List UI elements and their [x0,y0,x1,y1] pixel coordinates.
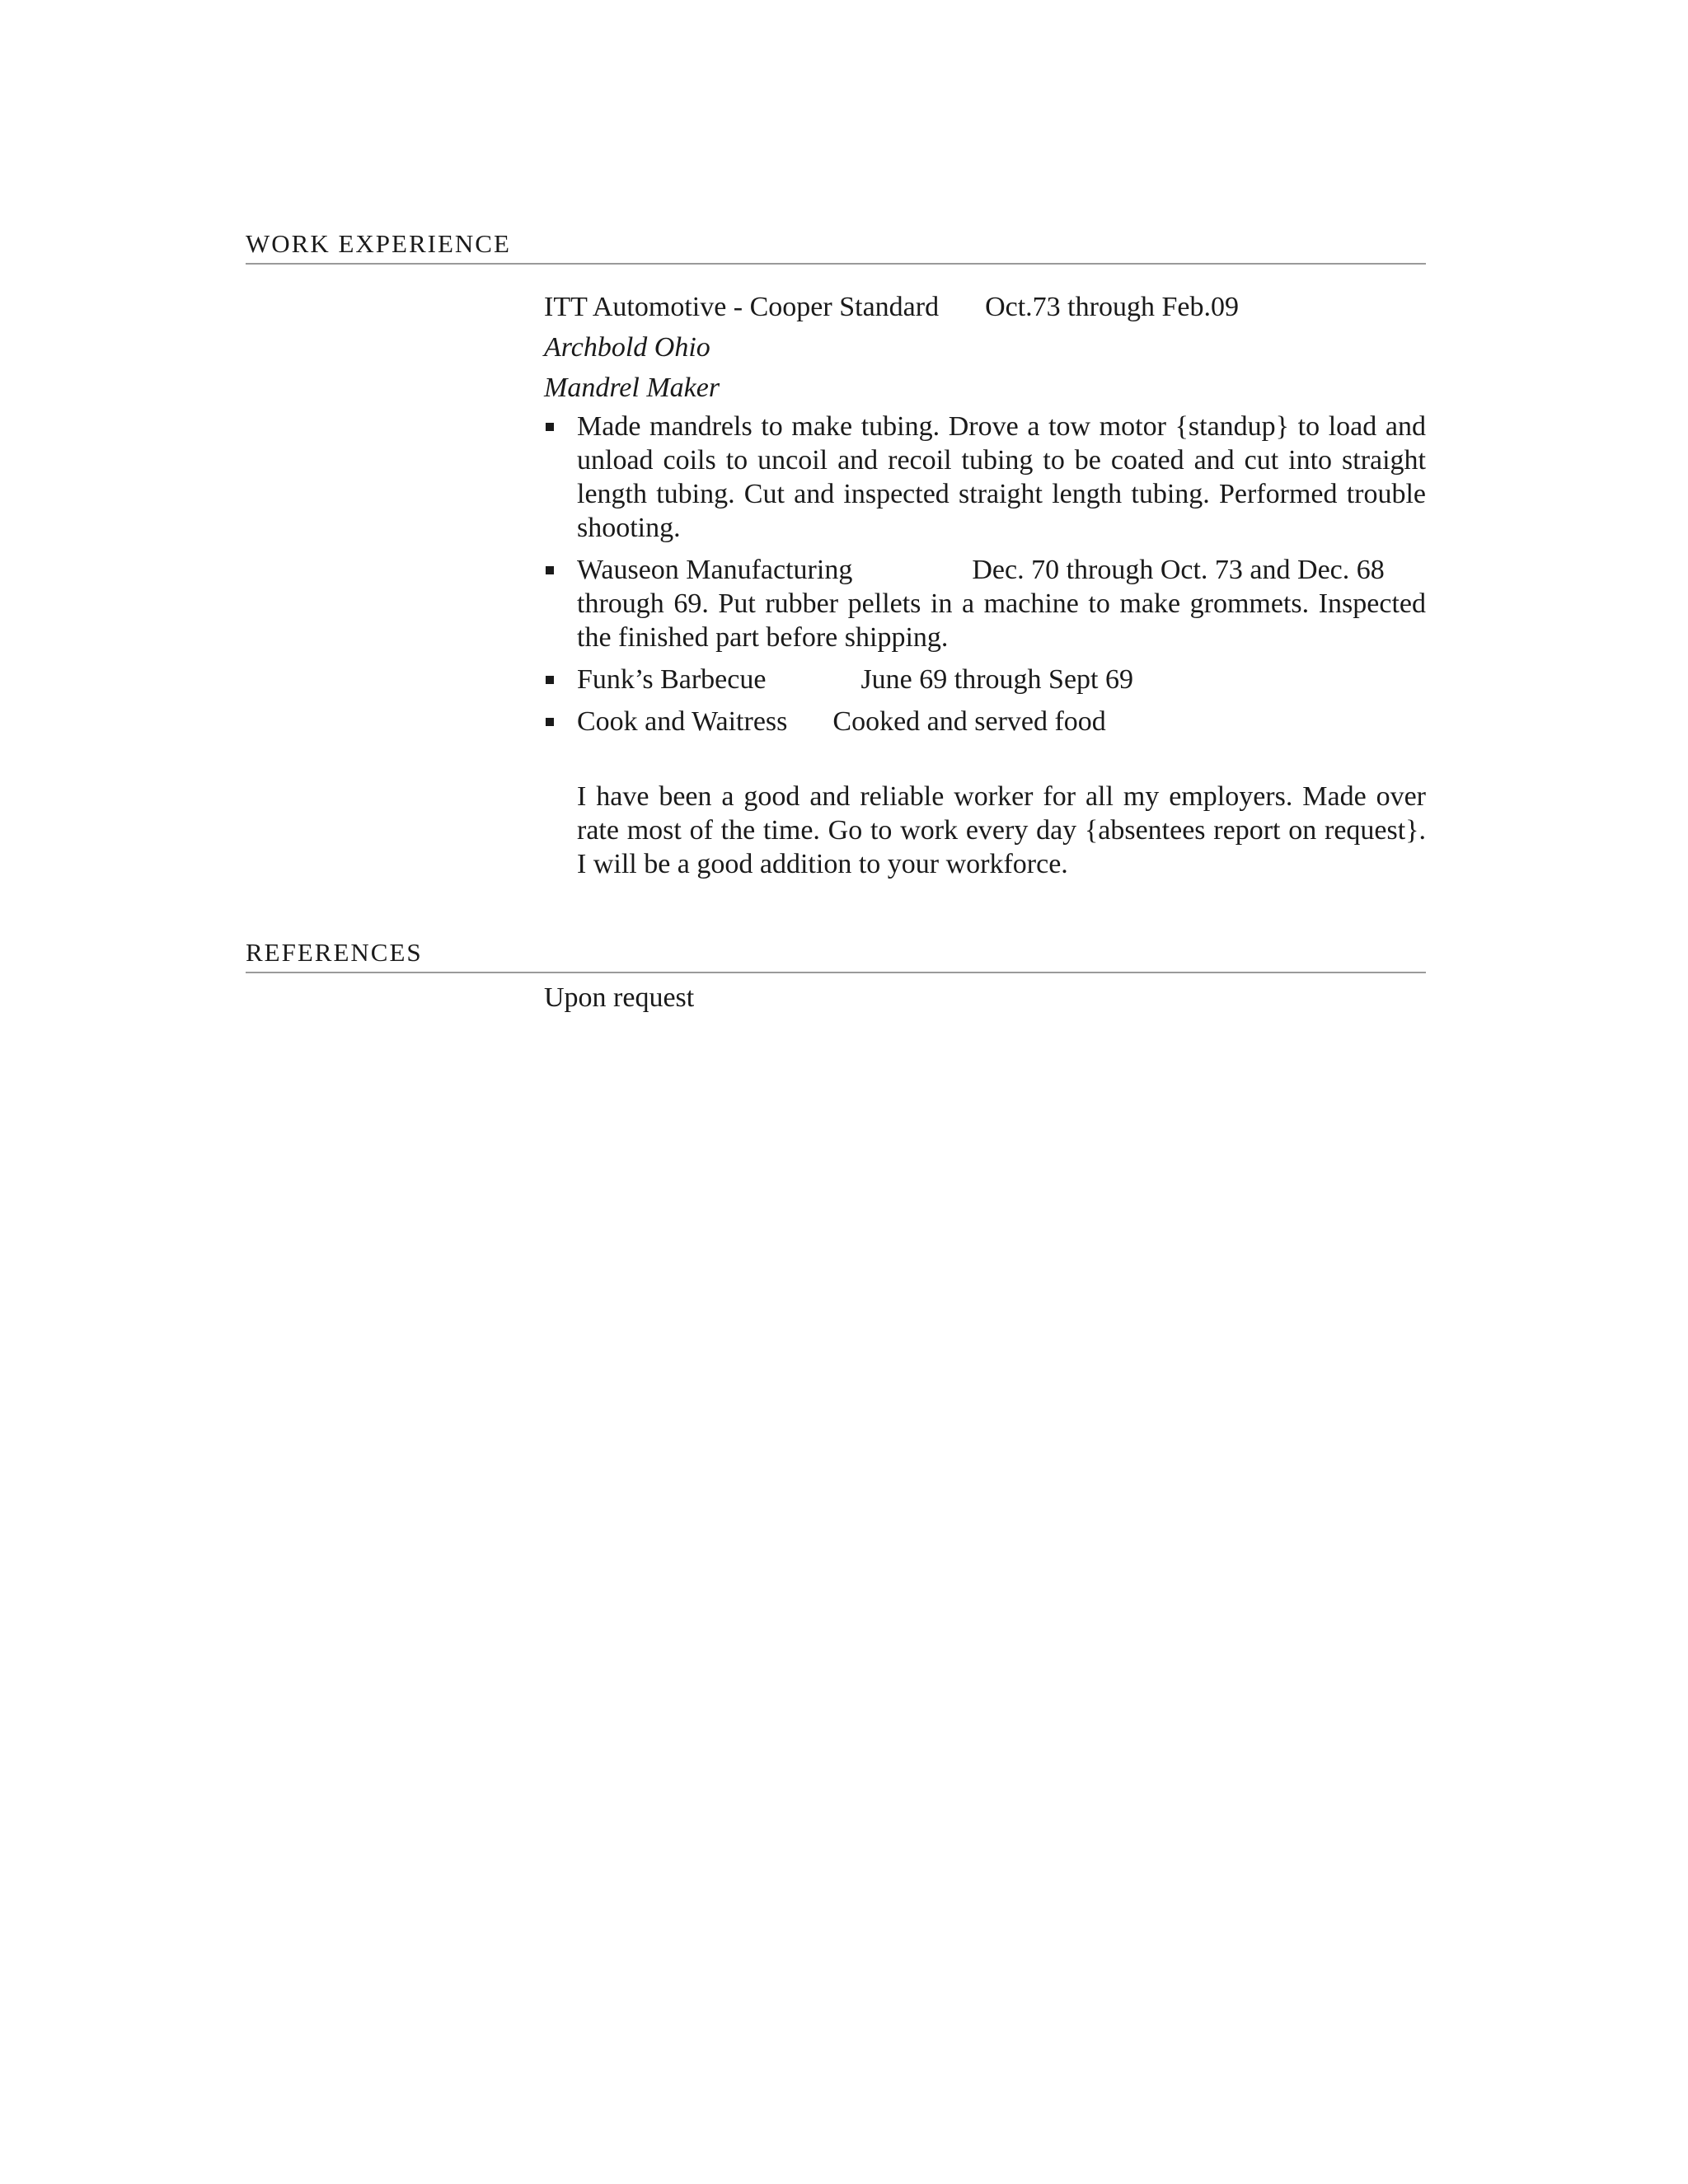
bullet-title: Cook and Waitress [577,706,788,737]
bullet-icon [546,676,554,684]
bullet-dates: June 69 through Sept 69 [860,664,1133,695]
bullet-header [577,553,1426,587]
duties-list [544,410,1426,738]
bullet-text: Cooked and served food [832,706,1106,737]
bullet-company: Wauseon Manufacturing [577,555,853,585]
job-title: Mandrel Maker [544,373,720,403]
list-item [544,705,1426,738]
bullet-text: through 69. Put rubber pellets in a machine to make grommets. Inspected the finished part before shipping. [577,588,1426,653]
job-header [544,290,1426,324]
closing-statement: I have been a good and reliable worker for all my employers. Made over rate most of the time. Go to work every day {absentees report on request}. I will be a good addition to your workforce. [577,781,1426,879]
work-experience-heading: WORK EXPERIENCE [246,231,1426,265]
bullet-icon [546,718,554,726]
references-text: Upon request [544,982,695,1013]
bullet-dates: Dec. 70 through Oct. 73 and Dec. 68 [972,555,1385,585]
job-company: ITT Automotive - Cooper Standard [544,292,940,322]
references-heading: REFERENCES [246,940,1426,973]
references-body [544,981,1426,1015]
bullet-company: Funk’s Barbecue [577,664,767,695]
job-dates: Oct.73 through Feb.09 [985,292,1239,322]
bullet-icon [546,566,554,574]
list-item [544,553,1426,654]
list-item [544,663,1426,696]
job-location: Archbold Ohio [544,332,710,363]
list-item [544,410,1426,545]
bullet-icon [546,423,554,431]
work-experience-body [544,290,1426,881]
bullet-text: Made mandrels to make tubing. Drove a tow motor {standup} to load and unload coils to uncoil and recoil tubing to be coated and cut into straight length tubing. Cut and inspected straight length tubing. Performed trouble shooting. [577,411,1426,543]
